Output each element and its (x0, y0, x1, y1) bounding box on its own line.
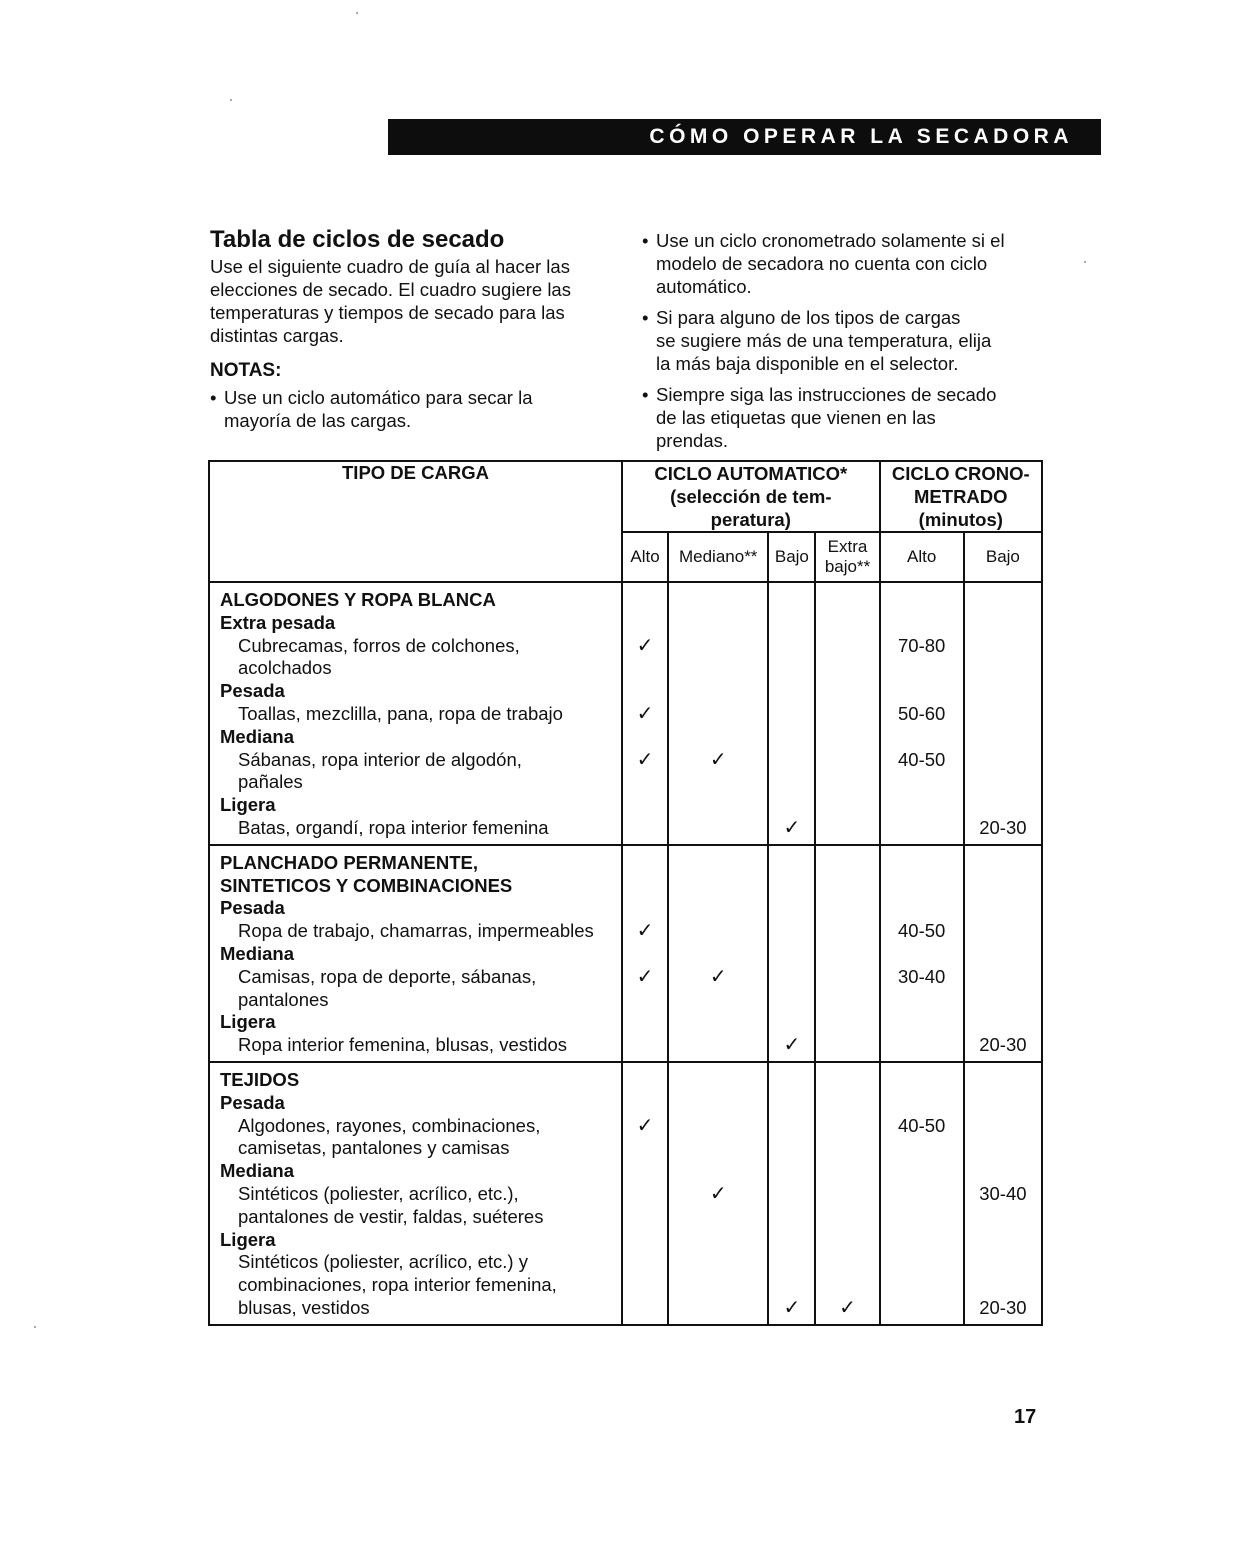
item-text: pantalones (238, 988, 329, 1010)
alto-cell (622, 1062, 668, 1325)
weight-label: Ligera (220, 1228, 276, 1250)
text-line: Si para alguno de los tipos de cargas (656, 307, 961, 328)
timed-bajo-cell (964, 582, 1042, 845)
extra-bajo-cell (815, 845, 879, 1062)
table-row (209, 845, 1042, 1062)
col-header-auto (622, 461, 880, 532)
item-text: Sintéticos (poliester, acrílico, etc.) y (238, 1251, 528, 1273)
drying-cycle-table (208, 460, 1043, 1326)
subheader-alto: Alto (622, 532, 668, 582)
item-text: Ropa de trabajo, chamarras, impermeables (238, 920, 594, 942)
weight-label: Pesada (220, 680, 285, 702)
check-icon: ✓ (636, 920, 654, 943)
subheader-timed-alto: Alto (880, 532, 964, 582)
item-text: camisetas, pantalones y camisas (238, 1137, 510, 1159)
minutes-value: 20-30 (979, 816, 1027, 838)
text-line: se sugiere más de una temperatura, elija (656, 330, 992, 351)
page-number: 17 (1014, 1406, 1037, 1428)
text-line: Use un ciclo cronometrado solamente si el (656, 230, 1005, 251)
subheader-mediano: Mediano** (668, 532, 768, 582)
scan-speck (34, 1326, 36, 1328)
table-header-row (209, 461, 1042, 532)
minutes-value: 40-50 (898, 920, 946, 942)
item-text: Camisas, ropa de deporte, sábanas, (238, 965, 537, 987)
note-item (210, 386, 620, 432)
timed-alto-cell (880, 582, 964, 845)
item-text: Sintéticos (poliester, acrílico, etc.), (238, 1182, 519, 1204)
header-line: METRADO (914, 486, 1008, 507)
check-icon: ✓ (709, 1182, 727, 1205)
check-icon: ✓ (636, 748, 654, 771)
item-text: combinaciones, ropa interior femenina, (238, 1274, 557, 1296)
minutes-value: 20-30 (979, 1034, 1027, 1056)
extra-bajo-cell (815, 1062, 879, 1325)
header-line: CICLO AUTOMATICO* (654, 463, 848, 484)
category-label: ALGODONES Y ROPA BLANCA (220, 589, 496, 610)
intro-paragraph (210, 255, 620, 347)
check-icon: ✓ (783, 1034, 801, 1057)
timed-bajo-cell (964, 1062, 1042, 1325)
col-header-tipo: TIPO DE CARGA (209, 461, 622, 582)
scan-speck (1084, 261, 1086, 263)
bullet-icon: • (642, 307, 649, 328)
item-text: Cubrecamas, forros de colchones, (238, 634, 520, 656)
mediano-cell (668, 582, 768, 845)
text-line: Use el siguiente cuadro de guía al hacer las (210, 256, 570, 277)
minutes-value: 30-40 (979, 1182, 1027, 1204)
item-text: acolchados (238, 657, 332, 679)
extra-bajo-cell (815, 582, 879, 845)
bajo-cell (768, 845, 815, 1062)
weight-label: Ligera (220, 1011, 276, 1033)
note-item (642, 383, 1062, 452)
left-column (210, 226, 620, 440)
table-row (209, 582, 1042, 845)
text-line: automático. (656, 276, 752, 297)
mediano-cell (668, 845, 768, 1062)
check-icon: ✓ (783, 1296, 801, 1319)
timed-alto-cell (880, 845, 964, 1062)
table-row (209, 1062, 1042, 1325)
text-line: distintas cargas. (210, 325, 344, 346)
col-header-crono (880, 461, 1042, 532)
text-line: la más baja disponible en el selector. (656, 353, 959, 374)
header-line: CICLO CRONO- (891, 463, 1030, 484)
timed-bajo-cell (964, 845, 1042, 1062)
header-line: (selección de tem- (670, 486, 832, 507)
minutes-value: 50-60 (898, 702, 946, 724)
text-line: modelo de secadora no cuenta con ciclo (656, 253, 988, 274)
item-text: pañales (238, 771, 303, 793)
scan-speck (356, 12, 358, 14)
bullet-icon: • (642, 384, 649, 405)
bullet-icon: • (210, 387, 217, 408)
category-label: SINTETICOS Y COMBINACIONES (220, 874, 513, 896)
category-label: TEJIDOS (220, 1068, 300, 1090)
text-line: Use un ciclo automático para secar la (224, 387, 533, 408)
minutes-value: 40-50 (898, 748, 946, 770)
item-text: blusas, vestidos (238, 1296, 370, 1318)
bullet-icon: • (642, 230, 649, 251)
text-line: Siempre siga las instrucciones de secado (656, 384, 997, 405)
check-icon: ✓ (636, 702, 654, 725)
minutes-value: 20-30 (979, 1296, 1027, 1318)
weight-label: Mediana (220, 1160, 295, 1182)
right-column (642, 229, 1062, 460)
text-line: mayoría de las cargas. (224, 410, 412, 431)
item-text: Toallas, mezclilla, pana, ropa de trabajo (238, 702, 563, 724)
text-line: elecciones de secado. El cuadro sugiere las (210, 279, 571, 300)
subheader-extra-bajo (815, 532, 879, 582)
scan-speck (230, 99, 232, 101)
weight-label: Extra pesada (220, 611, 336, 633)
header-line: peratura) (710, 509, 791, 530)
load-type-cell (209, 845, 622, 1062)
check-icon: ✓ (709, 748, 727, 771)
item-text: pantalones de vestir, faldas, suéteres (238, 1205, 544, 1227)
item-text: Sábanas, ropa interior de algodón, (238, 748, 522, 770)
load-type-cell (209, 582, 622, 845)
section-title: Tabla de ciclos de secado (210, 226, 505, 253)
minutes-value: 40-50 (898, 1114, 946, 1136)
check-icon: ✓ (709, 965, 727, 988)
weight-label: Mediana (220, 942, 295, 964)
header-line: (minutos) (918, 509, 1003, 530)
minutes-value: 30-40 (898, 965, 946, 987)
item-text: Algodones, rayones, combinaciones, (238, 1114, 541, 1136)
text-line: de las etiquetas que vienen en las (656, 407, 936, 428)
notes-heading: NOTAS: (210, 360, 282, 381)
header-line: Extra (827, 537, 868, 556)
alto-cell (622, 582, 668, 845)
item-text: Batas, organdí, ropa interior femenina (238, 816, 549, 838)
header-line: bajo** (824, 557, 871, 576)
check-icon: ✓ (783, 816, 801, 839)
bajo-cell (768, 1062, 815, 1325)
minutes-value: 70-80 (898, 634, 946, 656)
text-line: prendas. (656, 430, 728, 451)
section-header: CÓMO OPERAR LA SECADORA (388, 119, 1101, 155)
subheader-bajo: Bajo (768, 532, 815, 582)
weight-label: Ligera (220, 794, 276, 816)
note-item (642, 229, 1062, 298)
subheader-timed-bajo: Bajo (964, 532, 1042, 582)
note-item (642, 306, 1062, 375)
weight-label: Pesada (220, 897, 285, 919)
check-icon: ✓ (636, 1114, 654, 1137)
mediano-cell (668, 1062, 768, 1325)
category-label: PLANCHADO PERMANENTE, (220, 851, 478, 873)
weight-label: Pesada (220, 1091, 285, 1113)
check-icon: ✓ (839, 1296, 856, 1319)
timed-alto-cell (880, 1062, 964, 1325)
text-line: temperaturas y tiempos de secado para las (210, 302, 565, 323)
check-icon: ✓ (636, 634, 654, 657)
load-type-cell (209, 1062, 622, 1325)
bajo-cell (768, 582, 815, 845)
item-text: Ropa interior femenina, blusas, vestidos (238, 1034, 568, 1056)
alto-cell (622, 845, 668, 1062)
check-icon: ✓ (636, 965, 654, 988)
weight-label: Mediana (220, 725, 295, 747)
